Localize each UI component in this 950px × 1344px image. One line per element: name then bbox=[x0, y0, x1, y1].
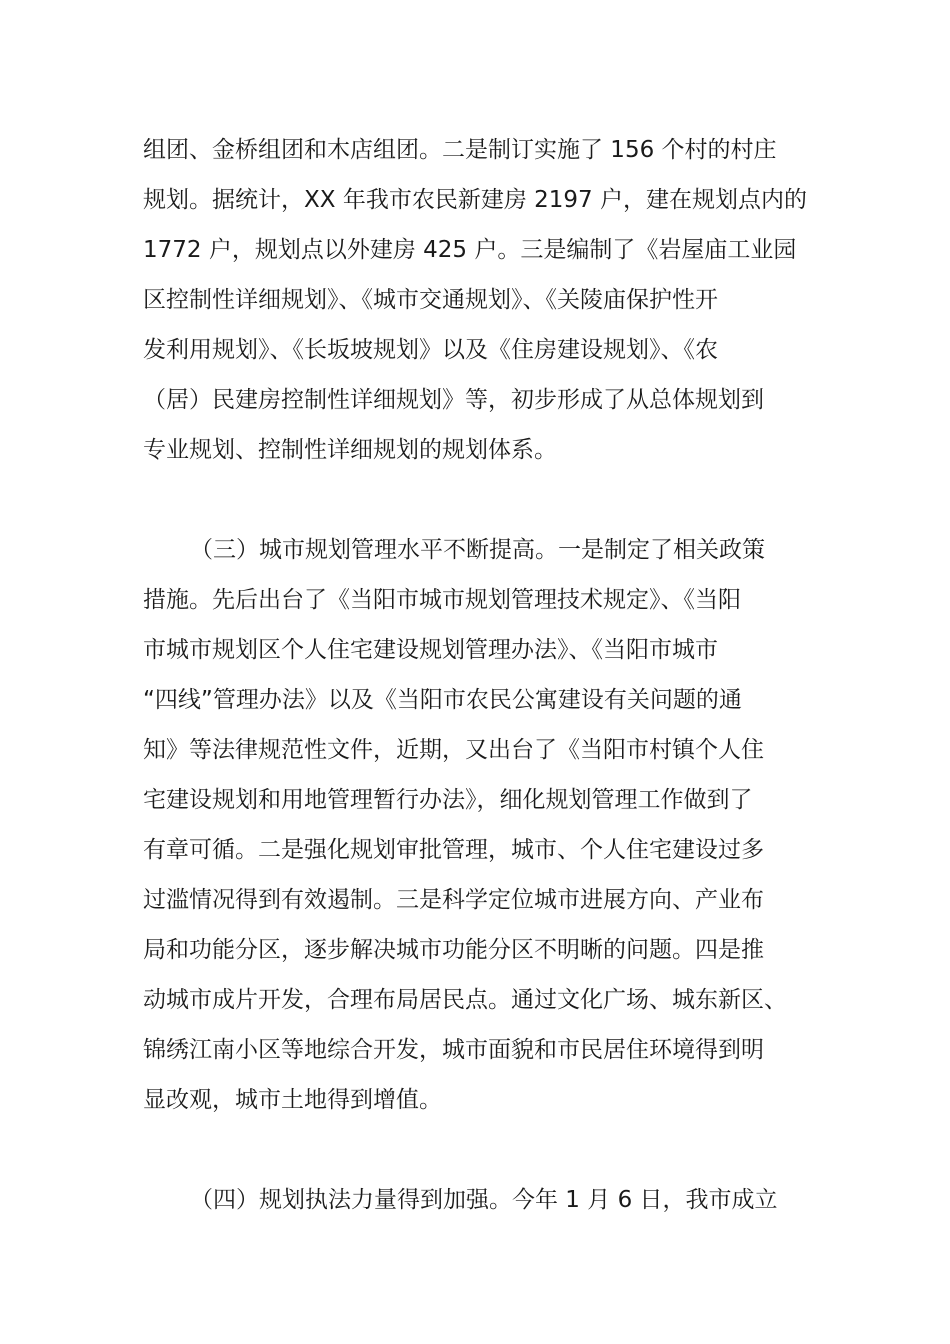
text-line: 锦绣江南小区等地综合开发，城市面貌和市民居住环境得到明 bbox=[143, 1037, 764, 1063]
text-line: 局和功能分区，逐步解决城市功能分区不明晰的问题。四是推 bbox=[143, 937, 764, 963]
text-line: 有章可循。二是强化规划审批管理，城市、个人住宅建设过多 bbox=[143, 837, 764, 863]
text-line: “四线”管理办法》以及《当阳市农民公寓建设有关问题的通 bbox=[143, 687, 742, 713]
text-line: 发利用规划》、《长坂坡规划》以及《住房建设规划》、《农 bbox=[143, 337, 718, 363]
text-line: 区控制性详细规划》、《城市交通规划》、《关陵庙保护性开 bbox=[143, 287, 718, 313]
text-line: 1772 户，规划点以外建房 425 户。三是编制了《岩屋庙工业园 bbox=[143, 237, 797, 263]
text-line: 动城市成片开发，合理布局居民点。通过文化广场、城东新区、 bbox=[143, 987, 787, 1013]
text-line: 知》等法律规范性文件，近期，又出台了《当阳市村镇个人住 bbox=[143, 737, 764, 763]
text-line: 措施。先后出台了《当阳市城市规划管理技术规定》、《当阳 bbox=[143, 587, 741, 613]
text-line: 过滥情况得到有效遏制。三是科学定位城市进展方向、产业布 bbox=[143, 887, 764, 913]
text-line: 市城市规划区个人住宅建设规划管理办法》、《当阳市城市 bbox=[143, 637, 718, 663]
text-line: 规划。据统计，XX 年我市农民新建房 2197 户，建在规划点内的 bbox=[143, 187, 807, 213]
text-line: （居）民建房控制性详细规划》等，初步形成了从总体规划到 bbox=[143, 387, 764, 413]
text-line: 显改观，城市土地得到增值。 bbox=[143, 1087, 442, 1113]
text-line: 组团、金桥组团和木店组团。二是制订实施了 156 个村的村庄 bbox=[143, 137, 777, 163]
section-heading-line: （三）城市规划管理水平不断提高。一是制定了相关政策 bbox=[190, 537, 765, 563]
section-heading-line: （四）规划执法力量得到加强。今年 1 月 6 日，我市成立 bbox=[190, 1187, 778, 1213]
text-line: 宅建设规划和用地管理暂行办法》，细化规划管理工作做到了 bbox=[143, 787, 753, 813]
text-line: 专业规划、控制性详细规划的规划体系。 bbox=[143, 437, 557, 463]
